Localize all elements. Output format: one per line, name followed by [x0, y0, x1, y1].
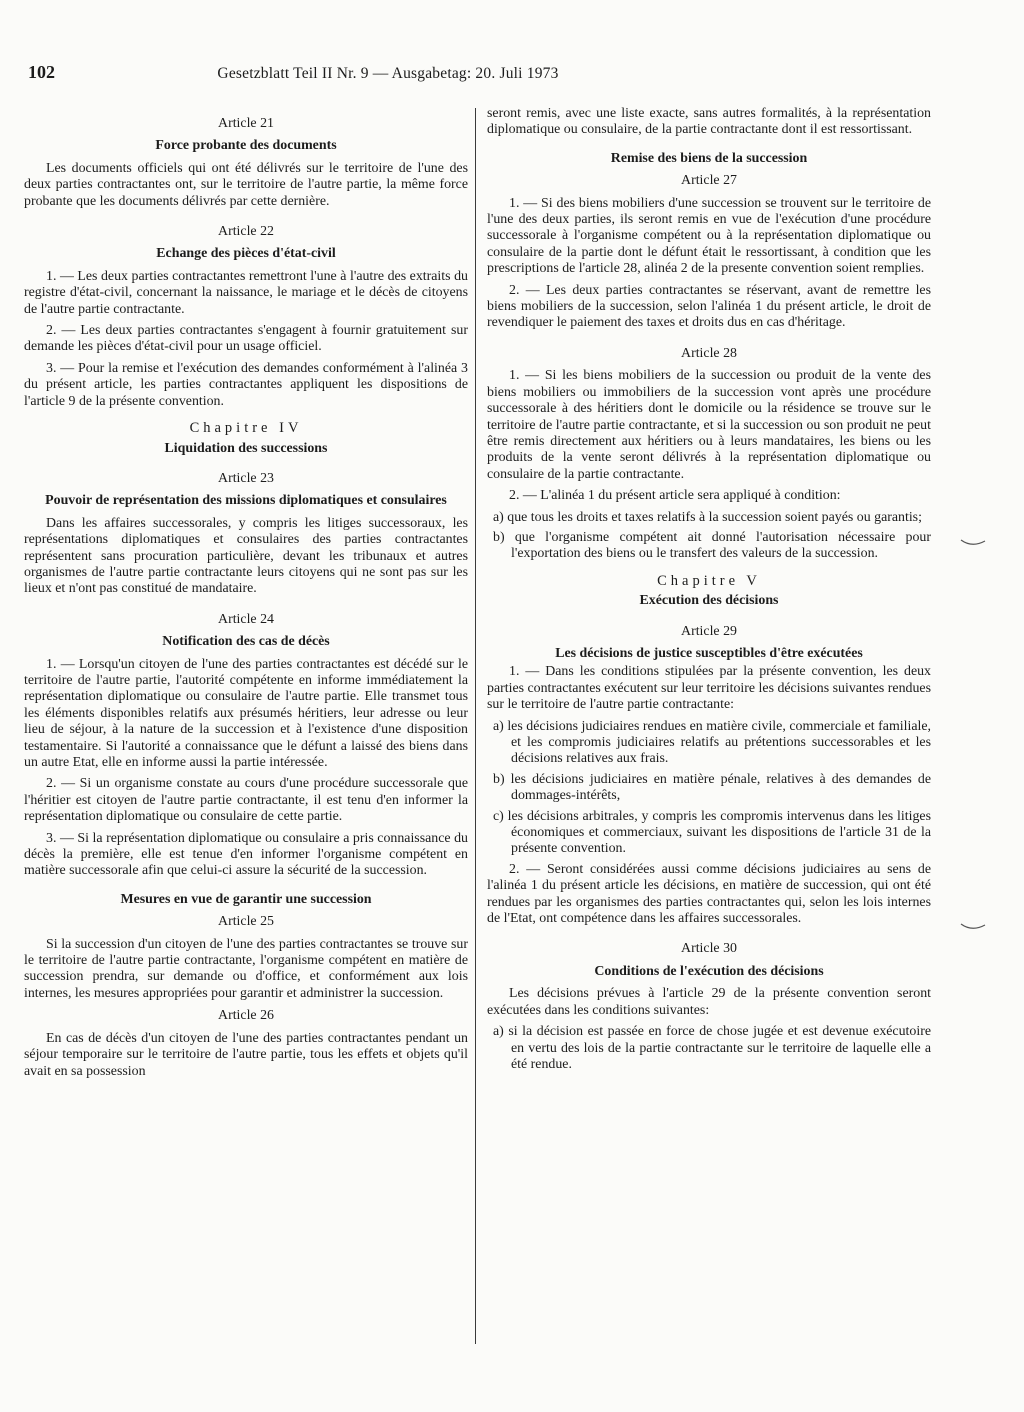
article-21-heading: Article 21 [218, 116, 274, 131]
article-22-heading: Article 22 [218, 224, 274, 240]
article-21-title: Force probante des documents [155, 138, 337, 154]
article-29-heading: Article 29 [681, 623, 737, 639]
section-title-garantir: Mesures en vue de garantir une succession [120, 891, 372, 907]
left-column [24, 112, 468, 1085]
page-number: 102 [28, 62, 55, 82]
article-28-heading: Article 28 [681, 345, 737, 361]
margin-scan-mark-2 [960, 922, 986, 932]
article-25-heading: Article 25 [218, 914, 274, 930]
running-title: Gesetzblatt Teil II Nr. 9 — Ausgabetag: 20. Juli 1973 [217, 65, 559, 82]
article-24-heading: Article 24 [218, 611, 274, 627]
article-22-paragraph-3: 3. — Pour la remise et l'exécution des demandes conformément à l'alinéa 3 du présent article, les parties contractantes appliquent les dispositions de l'article 9 de la présente convention. [24, 360, 468, 409]
article-23-title: Pouvoir de représentation des missions diplomatiques et consulaires [45, 493, 447, 509]
article-27-paragraph-2: 2. — Les deux parties contractantes se réservant, avant de remettre les biens mobiliers de la succession, selon l'alinéa 1 du présent article, le droit de revendiquer le paiement des taxes et droits dus en cas d'héritage. [487, 282, 931, 331]
article-29-title: Les décisions de justice susceptibles d'être exécutées [555, 645, 863, 661]
article-28-item-b: b) que l'organisme compétent ait donné l'autorisation nécessaire pour l'exportation des biens ou le transfert des valeurs de la succession. [493, 529, 931, 562]
article-24-paragraph-1: 1. — Lorsqu'un citoyen de l'une des parties contractantes est décédé sur le territoire de l'autre partie, l'autorité compétente en informe immédiatement la représentation diplomatique ou consulaire de l'autre partie. Elle transmet tous les éléments disponibles relatifs aux présumés héritiers, leur adresse ou leur lieu de séjour, à la nature de la succession et à l'existence d'une disposition testamentaire. Si l'autorité a connaissance que le défunt a laissé des biens dans un autre Etat, elle en informe aussi la partie intéressée. [24, 656, 468, 770]
article-28-paragraph-1: 1. — Si les biens mobiliers de la succession ou produit de la vente des biens mobiliers ou immobiliers de la succession vont après une procédure successorale à des héritiers dont le domicile ou la résidence se trouve sur le territoire de l'autre partie contractante, et si la succession ou son produit ne peut être remis directement aux héritiers ou à leurs mandataires, les biens ou les produits de la vente seront délivrés à la représentation diplomatique ou consulaire de la partie contractante. [487, 368, 931, 482]
article-30-title: Conditions de l'exécution des décisions [594, 963, 824, 979]
chapter-4-title: Liquidation des successions [164, 440, 328, 456]
article-24-paragraph-3: 3. — Si la représentation diplomatique ou consulaire a pris connaissance du décès la première, elle est tenue d'en informer l'organisme compétent en matière successorale afin que celui-ci assure la sécurité de la succession. [24, 830, 468, 879]
column-divider [475, 108, 476, 1344]
article-29-paragraph-2: 2. — Seront considérées aussi comme décisions judiciaires au sens de l'alinéa 1 du présent article les décisions, en matière de succession, qui ont été rendues par les organismes des parties contractantes qui, selon les lois internes de l'Etat, ont compétence dans les affaires successorales. [487, 861, 931, 927]
article-30-heading: Article 30 [681, 941, 737, 957]
chapter-4-heading: Chapitre IV [189, 420, 303, 437]
article-30-paragraph: Les décisions prévues à l'article 29 de la présente convention seront exécutées dans les conditions suivantes: [487, 986, 931, 1018]
article-25-paragraph: Si la succession d'un citoyen de l'une des parties contractantes se trouve sur le territoire de l'autre partie contractante, l'organisme compétent en matière de succession prendra, sur demande ou d'office, et conformément aux lois internes, les mesures appropriées pour garantir et administrer la succession. [24, 936, 468, 1001]
section-title-remise: Remise des biens de la succession [610, 150, 808, 166]
chapter-5-heading: Chapitre V [657, 572, 761, 589]
article-22-paragraph-2: 2. — Les deux parties contractantes s'engagent à fournir gratuitement sur demande les pièces d'état-civil pour un usage officiel. [24, 323, 468, 355]
article-28-paragraph-2: 2. — L'alinéa 1 du présent article sera appliqué à condition: [509, 488, 841, 504]
article-24-title: Notification des cas de décès [162, 634, 330, 650]
article-24-paragraph-2: 2. — Si un organisme constate au cours d'une procédure successorale que l'héritier est citoyen de l'autre partie contractante, il est tenu d'en informer la représentation diplomatique ou consulaire de cette partie. [24, 776, 468, 825]
article-23-heading: Article 23 [218, 470, 274, 486]
article-26-paragraph: En cas de décès d'un citoyen de l'une des parties contractantes pendant un séjour temporaire sur le territoire de l'autre partie, tous les effets et objets qu'il avait en sa possession [24, 1030, 468, 1079]
article-26-continuation: seront remis, avec une liste exacte, sans autres formalités, à la représentation diplomatique ou consulaire, de la partie contractante dont il est ressortissant. [487, 106, 931, 138]
right-column [487, 106, 931, 1077]
article-22-paragraph-1: 1. — Les deux parties contractantes remettront l'une à l'autre des extraits du registre d'état-civil, concernant la naissance, le mariage et le décès de citoyens de l'autre partie contractante. [24, 268, 468, 317]
chapter-5-title: Exécution des décisions [639, 593, 779, 609]
article-29-paragraph-1: 1. — Dans les conditions stipulées par la présente convention, les deux parties contractantes exécutent sur leur territoire les décisions suivantes rendues sur le territoire de l'autre partie contractante: [487, 664, 931, 713]
article-27-heading: Article 27 [681, 173, 737, 189]
article-29-item-a: a) les décisions judiciaires rendues en matière civile, commerciale et familiale, et les compromis judiciaires relatifs au prétentions successorables et les décisions relatives aux frais. [493, 718, 931, 767]
article-29-item-b: b) les décisions judiciaires en matière pénale, relatives à des demandes de dommages-intérêts, [493, 771, 931, 804]
article-21-paragraph: Les documents officiels qui ont été délivrés sur le territoire de l'une des deux parties contractantes ont, sur le territoire de l'autre partie, la même force probante que les documents délivrés par cette dernière. [24, 160, 468, 209]
article-22-title: Echange des pièces d'état-civil [156, 246, 336, 262]
article-26-heading: Article 26 [218, 1008, 274, 1024]
running-header [28, 62, 688, 88]
article-27-paragraph-1: 1. — Si des biens mobiliers d'une succession se trouvent sur le territoire de l'une des deux parties, ils seront remis en vue de l'exécution d'une procédure successorale à l'organisme compétent ou à la représentation diplomatique ou consulaire de la partie dont le défunt était le ressortissant, à condition que les prescriptions de l'article 28, alinéa 2 de la presente convention soient remplies. [487, 195, 931, 277]
article-23-paragraph: Dans les affaires successorales, y compris les litiges successoraux, les représentations diplomatiques et consulaires des parties contractantes représentent sans procuration particulière, devant les tribunaux et autres organismes de l'autre partie contractante leurs citoyens qui ne sont pas sur les lieux et n'ont pas constitué de mandataire. [24, 515, 468, 597]
article-28-item-a: a) que tous les droits et taxes relatifs à la succession soient payés ou garantis; [493, 509, 922, 525]
article-29-item-c: c) les décisions arbitrales, y compris les compromis intervenus dans les litiges économiques et commerciaux, suivant les dispositions de l'article 31 de la présente convention. [493, 808, 931, 857]
article-30-item-a: a) si la décision est passée en force de chose jugée et est devenue exécutoire en vertu des lois de la partie contractante sur le territoire de laquelle elle a été rendue. [493, 1024, 931, 1072]
margin-scan-mark [960, 538, 986, 548]
